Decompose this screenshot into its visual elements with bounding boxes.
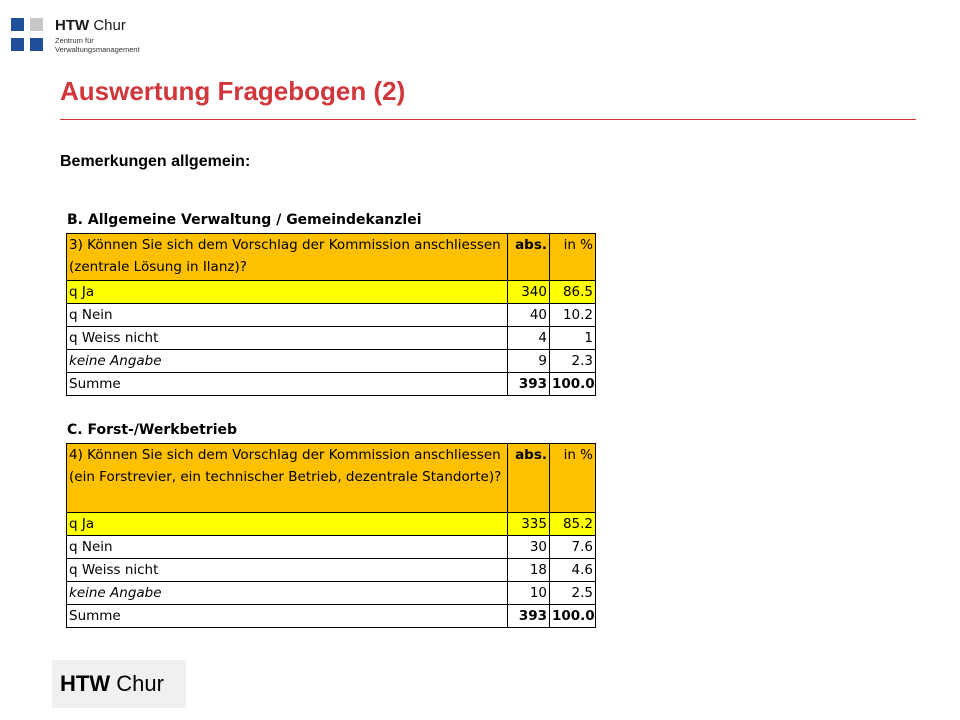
- table-row: [67, 582, 596, 605]
- row-pct: 1: [550, 327, 596, 350]
- header-subtitle-line1: Zentrum für: [55, 36, 94, 45]
- table-b-question: 3) Können Sie sich dem Vorschlag der Kommission anschliessen (zentrale Lösung in Ilanz)?: [67, 234, 508, 281]
- row-label: q Weiss nicht: [67, 559, 508, 582]
- row-pct: 2.3: [550, 350, 596, 373]
- row-abs: 30: [508, 536, 550, 559]
- table-c: [66, 443, 596, 628]
- table-c-caption: C. Forst-/Werkbetrieb: [67, 422, 238, 438]
- logo-square: [30, 18, 43, 31]
- title-divider: [60, 119, 916, 120]
- footer-brand-bold: HTW: [60, 671, 111, 696]
- table-row: [67, 350, 596, 373]
- row-label: Summe: [67, 373, 508, 396]
- htw-logo-squares: [11, 18, 45, 52]
- section-heading: Bemerkungen allgemein:: [60, 153, 251, 170]
- logo-square: [30, 38, 43, 51]
- page-title: Auswertung Fragebogen (2): [60, 76, 406, 106]
- row-pct: 10.2: [550, 304, 596, 327]
- row-abs: 18: [508, 559, 550, 582]
- row-pct: 4.6: [550, 559, 596, 582]
- row-pct: 7.6: [550, 536, 596, 559]
- row-label: keine Angabe: [67, 350, 508, 373]
- table-row: [67, 281, 596, 304]
- header-brand: [55, 17, 126, 34]
- header-brand-rest: Chur: [89, 17, 126, 34]
- table-c-col-abs: abs.: [508, 444, 550, 513]
- table-row: [67, 605, 596, 628]
- footer-brand-rest: Chur: [110, 671, 164, 696]
- table-c-col-pct: in %: [550, 444, 596, 513]
- row-abs: 335: [508, 513, 550, 536]
- table-row: [67, 559, 596, 582]
- footer-logo: [52, 660, 186, 708]
- table-row: [67, 373, 596, 396]
- row-abs: 340: [508, 281, 550, 304]
- row-abs: 10: [508, 582, 550, 605]
- row-label: q Ja: [67, 281, 508, 304]
- table-b-question-row: [67, 234, 596, 281]
- table-c-question-row: [67, 444, 596, 513]
- table-row: [67, 536, 596, 559]
- header-brand-bold: HTW: [55, 17, 90, 34]
- row-pct: 85.2: [550, 513, 596, 536]
- row-abs: 40: [508, 304, 550, 327]
- logo-square: [11, 38, 24, 51]
- table-row: [67, 327, 596, 350]
- row-abs: 393: [508, 373, 550, 396]
- row-pct: 100.0: [550, 605, 596, 628]
- table-b-caption: B. Allgemeine Verwaltung / Gemeindekanzlei: [67, 212, 422, 228]
- table-b-col-pct: in %: [550, 234, 596, 281]
- row-label: Summe: [67, 605, 508, 628]
- row-label: q Nein: [67, 536, 508, 559]
- row-pct: 86.5: [550, 281, 596, 304]
- table-b: [66, 233, 596, 396]
- row-abs: 4: [508, 327, 550, 350]
- row-abs: 393: [508, 605, 550, 628]
- header-subtitle-line2: Verwaltungsmanagement: [55, 45, 140, 54]
- row-label: q Weiss nicht: [67, 327, 508, 350]
- logo-square: [11, 18, 24, 31]
- row-abs: 9: [508, 350, 550, 373]
- table-c-question: 4) Können Sie sich dem Vorschlag der Kommission anschliessen (ein Forstrevier, ein technischer Betrieb, dezentrale Standorte)?: [67, 444, 508, 513]
- row-pct: 2.5: [550, 582, 596, 605]
- header-subtitle: [55, 36, 140, 54]
- row-pct: 100.0: [550, 373, 596, 396]
- row-label: keine Angabe: [67, 582, 508, 605]
- table-row: [67, 304, 596, 327]
- row-label: q Ja: [67, 513, 508, 536]
- table-b-col-abs: abs.: [508, 234, 550, 281]
- table-row: [67, 513, 596, 536]
- row-label: q Nein: [67, 304, 508, 327]
